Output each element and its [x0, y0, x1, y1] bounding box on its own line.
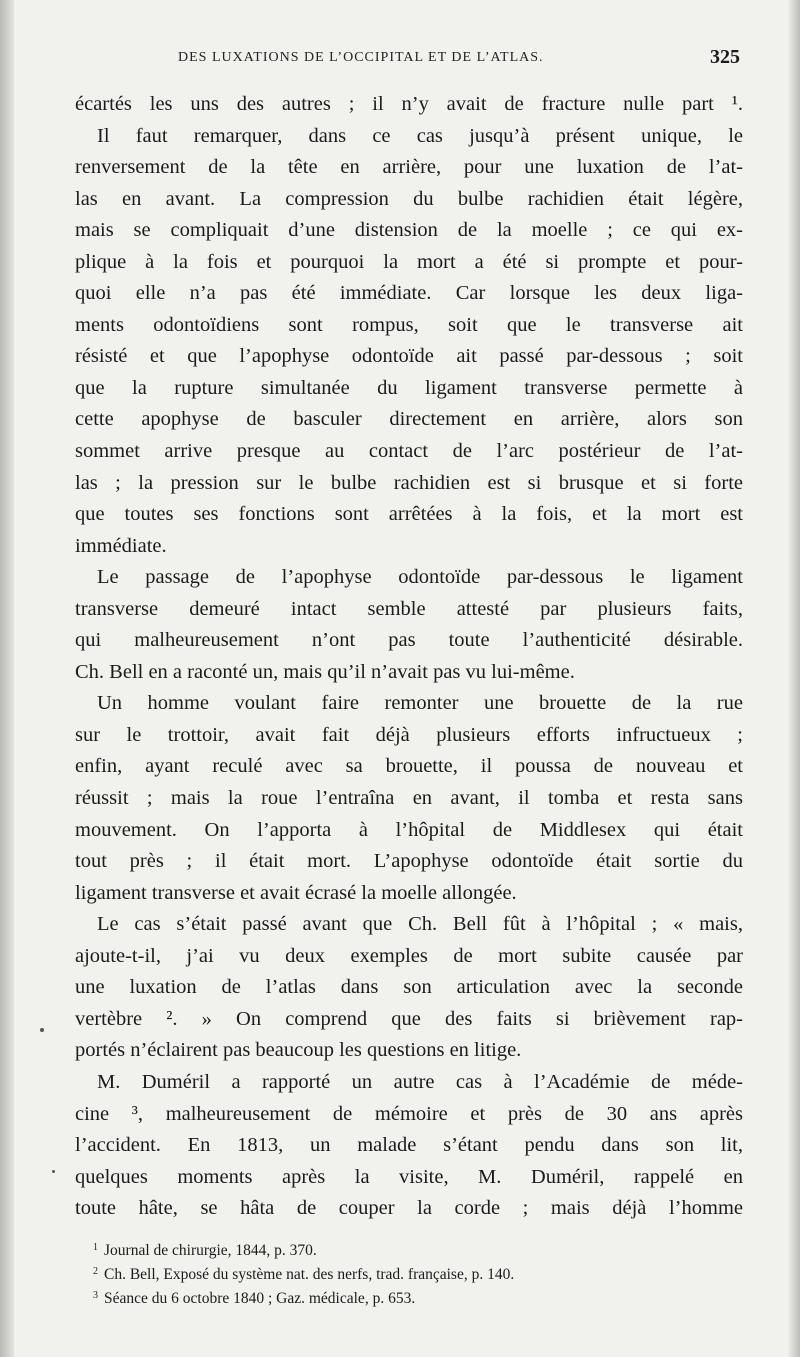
text-line: cine ³, malheureusement de mémoire et près de 30 ans après [75, 1102, 743, 1125]
text-line: immédiate. [75, 534, 167, 557]
text-line: vertèbre ². » On comprend que des faits si brièvement rap- [75, 1007, 743, 1030]
ink-speck [40, 1028, 44, 1032]
text-line: plique à la fois et pourquoi la mort a été si prompte et pour- [75, 250, 743, 273]
text-line: cette apophyse de basculer directement en arrière, alors son [75, 408, 743, 431]
footnote [93, 1260, 733, 1284]
page-left-edge [0, 0, 14, 1357]
footnote-mark: 1 [93, 1242, 98, 1253]
text-line: tout près ; il était mort. L’apophyse odontoïde était sortie du [75, 850, 743, 873]
footnotes [93, 1236, 733, 1308]
text-line: Le cas s’était passé avant que Ch. Bell fût à l’hôpital ; « mais, [97, 913, 743, 936]
text-line: l’accident. En 1813, un malade s’étant pendu dans son lit, [75, 1134, 743, 1157]
text-line: toute hâte, se hâta de couper la corde ; mais déjà l’homme [75, 1197, 743, 1220]
footnote [93, 1236, 733, 1260]
text-line: réussit ; mais la roue l’entraîna en avant, il tomba et resta sans [75, 787, 743, 810]
footnote [93, 1284, 733, 1308]
text-line: las en avant. La compression du bulbe rachidien était légère, [75, 187, 743, 210]
footnote-text: Journal de chirurgie, 1844, p. 370. [104, 1242, 317, 1259]
text-line: une luxation de l’atlas dans son articulation avec la seconde [75, 976, 743, 999]
page-right-edge [788, 0, 800, 1357]
text-line: renversement de la tête en arrière, pour une luxation de l’at- [75, 156, 743, 179]
footnote-text: Séance du 6 octobre 1840 ; Gaz. médicale, p. 653. [104, 1290, 416, 1307]
footnote-text: Ch. Bell, Exposé du système nat. des nerfs, trad. française, p. 140. [104, 1266, 515, 1283]
footnote-mark: 3 [93, 1290, 98, 1301]
text-line: M. Duméril a rapporté un autre cas à l’Académie de méde- [97, 1070, 743, 1093]
text-line: qui malheureusement n’ont pas toute l’authenticité désirable. [75, 629, 743, 652]
text-line: que la rupture simultanée du ligament transverse permette à [75, 376, 743, 399]
text-line: Le passage de l’apophyse odontoïde par-dessous le ligament [97, 566, 743, 589]
running-head: DES LUXATIONS DE L’OCCIPITAL ET DE L’ATLAS. [178, 50, 544, 65]
page-number: 325 [710, 46, 740, 68]
text-line: ments odontoïdiens sont rompus, soit que le transverse ait [75, 313, 743, 336]
text-line: sur le trottoir, avait fait déjà plusieurs efforts infructueux ; [75, 723, 743, 746]
text-line: ligament transverse et avait écrasé la moelle allongée. [75, 881, 517, 904]
text-line: enfin, ayant reculé avec sa brouette, il poussa de nouveau et [75, 755, 743, 778]
text-line: mouvement. On l’apporta à l’hôpital de Middlesex qui était [75, 818, 743, 841]
text-line: Ch. Bell en a raconté un, mais qu’il n’avait pas vu lui-même. [75, 660, 575, 683]
text-line: ajoute-t-il, j’ai vu deux exemples de mort subite causée par [75, 944, 743, 967]
text-line: portés n’éclairent pas beaucoup les questions en litige. [75, 1039, 522, 1062]
text-line: sommet arrive presque au contact de l’arc postérieur de l’at- [75, 440, 743, 463]
text-line: transverse demeuré intact semble attesté par plusieurs faits, [75, 597, 743, 620]
footnote-mark: 2 [93, 1266, 98, 1277]
text-line: mais se compliquait d’une distension de la moelle ; ce qui ex- [75, 219, 743, 242]
text-line: résisté et que l’apophyse odontoïde ait passé par-dessous ; soit [75, 345, 743, 368]
ink-speck [52, 1170, 55, 1173]
text-line: las ; la pression sur le bulbe rachidien est si brusque et si forte [75, 471, 743, 494]
text-line: quoi elle n’a pas été immédiate. Car lorsque les deux liga- [75, 282, 743, 305]
text-line: écartés les uns des autres ; il n’y avait de fracture nulle part ¹. [75, 93, 743, 115]
text-line: quelques moments après la visite, M. Duméril, rappelé en [75, 1165, 743, 1188]
body-text [75, 89, 743, 1225]
text-line: que toutes ses fonctions sont arrêtées à la fois, et la mort est [75, 503, 743, 526]
text-line: Il faut remarquer, dans ce cas jusqu’à présent unique, le [97, 124, 743, 147]
text-line: Un homme voulant faire remonter une brouette de la rue [97, 692, 743, 715]
